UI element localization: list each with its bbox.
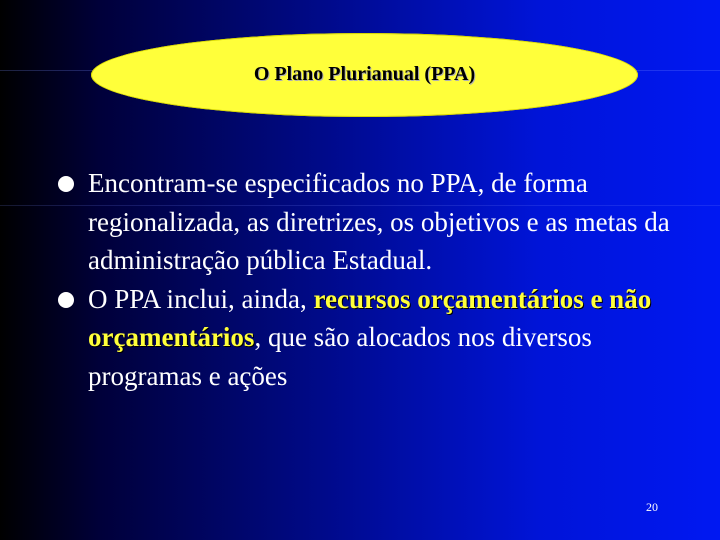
title-ellipse	[91, 33, 638, 117]
bullet-dot-icon	[58, 176, 74, 192]
bullet-list	[58, 164, 678, 395]
page-number: 20	[646, 500, 658, 514]
bullet-text-2-after: , que são alocados nos diversos programas e ações	[88, 322, 592, 391]
bullet-item-1	[58, 164, 678, 280]
bullet-item-2	[58, 280, 678, 396]
bullet-text-2-highlight: recursos orçamentários e não orçamentários	[88, 283, 652, 352]
bullet-dot-icon	[58, 292, 74, 308]
bullet-text-2-before: O PPA inclui, ainda,	[88, 283, 314, 314]
slide-title: O Plano Plurianual (PPA)	[253, 63, 476, 85]
bullet-text-1: Encontram-se especificados no PPA, de forma regionalizada, as diretrizes, os objetivos e as metas da administração pública Estadual.	[88, 168, 670, 275]
